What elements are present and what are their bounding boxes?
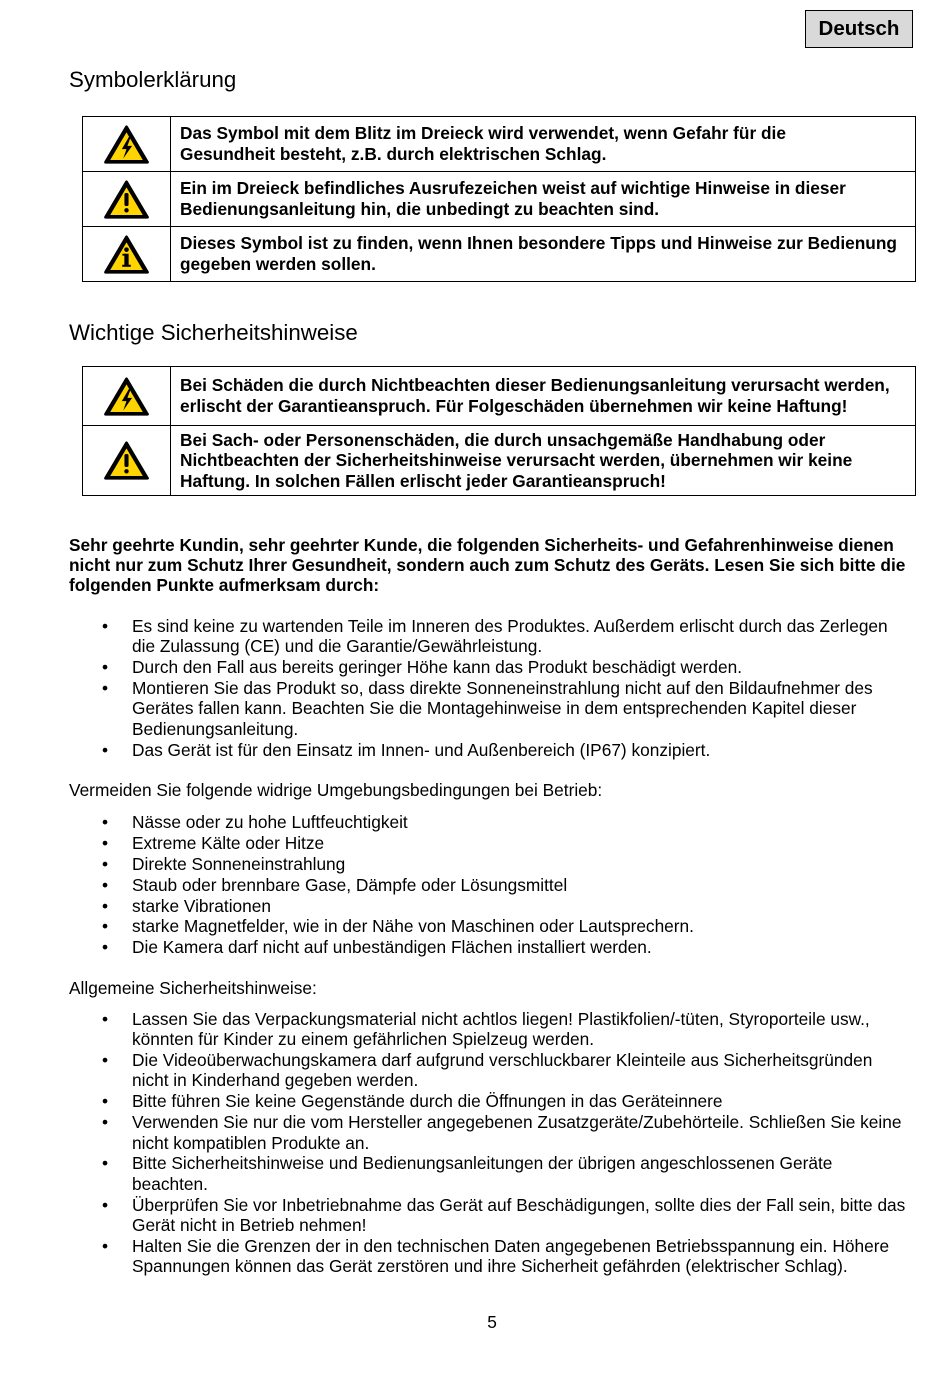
list-item-text: Direkte Sonneneinstrahlung <box>132 853 346 874</box>
table-row <box>83 117 915 172</box>
section-title-symbols: Symbolerklärung <box>69 67 237 92</box>
list-item <box>69 1112 905 1153</box>
bullet-icon <box>102 875 108 895</box>
bullet-icon <box>102 854 108 874</box>
exclamation-warning-icon <box>103 440 150 481</box>
row-text-cell <box>171 172 915 226</box>
bullet-icon <box>102 812 108 832</box>
bullet-icon <box>102 1236 108 1256</box>
list-item <box>69 1195 905 1236</box>
row-text-cell <box>171 367 915 425</box>
row-text: Ein im Dreieck befindliches Ausrufezeichen weist auf wichtige Hinweise in dieser Bedienungsanleitung hin, die unbedingt zu beachten sind. <box>180 178 846 219</box>
list-item-text: Staub oder brennbare Gase, Dämpfe oder Lösungsmittel <box>132 874 568 895</box>
safety-notice-table <box>82 366 916 496</box>
icon-cell <box>83 367 171 425</box>
bullet-icon <box>102 1050 108 1070</box>
list-item <box>69 678 888 739</box>
list-item-text: Verwenden Sie nur die vom Hersteller angegebenen Zusatzgeräte/Zubehörteile. Schließen Sie keine nicht kompatiblen Produkte an. <box>132 1112 902 1153</box>
language-tab: Deutsch <box>805 10 913 48</box>
list-item <box>69 740 888 760</box>
list-item-text: Bitte führen Sie keine Gegenstände durch die Öffnungen in das Geräteinnere <box>132 1091 723 1112</box>
list-item-text: Bitte Sicherheitshinweise und Bedienungsanleitungen der übrigen angeschlossenen Geräte beachten. <box>132 1153 833 1194</box>
icon-cell <box>83 172 171 226</box>
list-item-text: Montieren Sie das Produkt so, dass direkte Sonneneinstrahlung nicht auf den Bildaufnehmer des Gerätes fallen kann. Beachten Sie die Montagehinweise in dem entsprechenden Kapitel dieser Bedienungsanleitung. <box>132 678 873 739</box>
list-item <box>69 1091 905 1111</box>
bullet-icon <box>102 1195 108 1215</box>
lightning-warning-icon <box>103 376 150 417</box>
list-item <box>69 937 694 957</box>
list-item-text: Die Kamera darf nicht auf unbeständigen Flächen installiert werden. <box>132 937 652 958</box>
bullet-icon <box>102 896 108 916</box>
section-title-safety: Wichtige Sicherheitshinweise <box>69 320 358 345</box>
list-item-text: starke Vibrationen <box>132 895 271 916</box>
row-text: Bei Schäden die durch Nichtbeachten dieser Bedienungsanleitung verursacht werden, erlischt der Garantieanspruch. Für Folgeschäden übernehmen wir keine Haftung! <box>180 375 890 416</box>
bullet-icon <box>102 916 108 936</box>
list-item-text: Halten Sie die Grenzen der in den technischen Daten angegebenen Betriebsspannung ein. Höhere Spannungen können das Gerät zerstören und ihre Sicherheit gefährden (elektrischer Schlag). <box>132 1235 890 1277</box>
list-item <box>69 1236 905 1277</box>
table-row <box>83 172 915 227</box>
list-item <box>69 1050 905 1091</box>
list-item-text: Durch den Fall aus bereits geringer Höhe kann das Produkt beschädigt werden. <box>132 657 742 678</box>
list-item-text: Lassen Sie das Verpackungsmaterial nicht achtlos liegen! Plastikfolien/-tüten, Styroporteile usw., könnten für Kinder zu einem gefährlichen Spielzeug werden. <box>132 1009 870 1050</box>
list-item-text: starke Magnetfelder, wie in der Nähe von Maschinen oder Lautsprechern. <box>132 916 694 937</box>
list-item-text: Es sind keine zu wartenden Teile im Inneren des Produktes. Außerdem erlischt durch das Zerlegen die Zulassung (CE) und die Garantie/Gewährleistung. <box>132 616 888 657</box>
bullet-icon <box>102 1153 108 1173</box>
row-text-cell <box>171 227 915 281</box>
bullet-icon <box>102 678 108 698</box>
bullet-icon <box>102 937 108 957</box>
icon-cell <box>83 117 171 171</box>
bullet-icon <box>102 1009 108 1029</box>
list-item-text: Das Gerät ist für den Einsatz im Innen- und Außenbereich (IP67) konzipiert. <box>132 739 711 760</box>
row-text-cell <box>171 426 915 495</box>
list-item-text: Nässe oder zu hohe Luftfeuchtigkeit <box>132 812 408 832</box>
table-row <box>83 367 915 426</box>
bullet-icon <box>102 616 108 636</box>
list-item <box>69 1009 905 1050</box>
icon-cell <box>83 426 171 495</box>
list-item <box>69 1153 905 1194</box>
environment-conditions-list <box>69 812 694 958</box>
list-item <box>69 854 694 874</box>
row-text: Das Symbol mit dem Blitz im Dreieck wird verwendet, wenn Gefahr für die Gesundheit besteht, z.B. durch elektrischen Schlag. <box>180 123 786 164</box>
general-safety-list <box>69 1009 905 1277</box>
row-text: Dieses Symbol ist zu finden, wenn Ihnen besondere Tipps und Hinweise zur Bedienung gegeben werden sollen. <box>180 233 897 274</box>
list-item-text: Überprüfen Sie vor Inbetriebnahme das Gerät auf Beschädigungen, sollte dies der Fall sein, bitte das Gerät nicht in Betrieb nehmen! <box>132 1194 906 1235</box>
list-item <box>69 616 888 657</box>
row-text: Bei Sach- oder Personenschäden, die durch unsachgemäße Handhabung oder Nichtbeachten der Sicherheitshinweise verursacht werden, übernehmen wir keine Haftung. In solchen Fällen erlischt jeder Garantieanspruch! <box>180 429 853 491</box>
page-number: 5 <box>487 1312 497 1332</box>
bullet-icon <box>102 833 108 853</box>
list-item <box>69 875 694 895</box>
list-item <box>69 833 694 853</box>
info-warning-icon <box>103 234 150 275</box>
lightning-warning-icon <box>103 124 150 165</box>
list-item <box>69 812 694 832</box>
bullet-icon <box>102 1091 108 1111</box>
intro-paragraph: Sehr geehrte Kundin, sehr geehrter Kunde, die folgenden Sicherheits- und Gefahrenhinweise dienen nicht nur zum Schutz Ihrer Gesundheit, sondern auch zum Schutz des Geräts. Lesen Sie sich bitte die folgenden Punkte aufmerksam durch: <box>69 535 906 595</box>
table-row <box>83 227 915 281</box>
row-text-cell <box>171 117 915 171</box>
environment-intro: Vermeiden Sie folgende widrige Umgebungsbedingungen bei Betrieb: <box>69 780 603 800</box>
symbol-legend-table <box>82 116 916 282</box>
product-notes-list <box>69 616 888 760</box>
general-safety-intro: Allgemeine Sicherheitshinweise: <box>69 978 317 998</box>
table-row <box>83 426 915 495</box>
list-item <box>69 657 888 677</box>
bullet-icon <box>102 1112 108 1132</box>
list-item <box>69 896 694 916</box>
exclamation-warning-icon <box>103 179 150 220</box>
list-item-text: Die Videoüberwachungskamera darf aufgrund verschluckbarer Kleinteile aus Sicherheitsgründen nicht in Kinderhand gegeben werden. <box>132 1050 873 1091</box>
list-item-text: Extreme Kälte oder Hitze <box>132 832 325 853</box>
list-item <box>69 916 694 936</box>
bullet-icon <box>102 657 108 677</box>
bullet-icon <box>102 740 108 760</box>
icon-cell <box>83 227 171 281</box>
